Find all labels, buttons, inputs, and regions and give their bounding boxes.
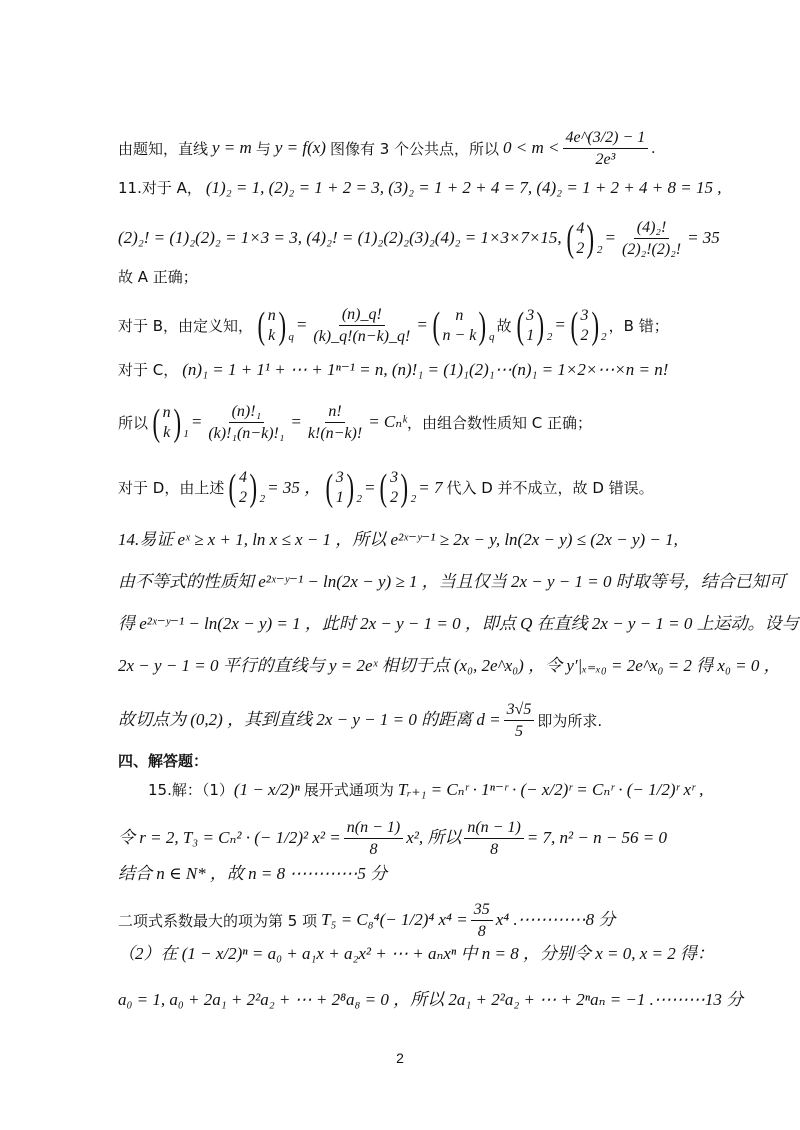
para-15-line6-text: a₀ = 1, a₀ + 2a₁ + 2²a₂ + ⋯ + 2⁸a₈ = 0 ，所以 2a₁ + 2²a₂ + ⋯ + 2ⁿaₙ = −1 .⋯⋯⋯13 分 — [118, 990, 744, 1009]
para-10-text-c: 图像有 3 个公共点，所以 — [329, 139, 500, 158]
para-b-label: 对于 B，由定义知， — [118, 316, 254, 335]
para-15-line4-fraction — [471, 900, 493, 941]
para-15-line1-c: Tᵣ₊₁ = Cₙʳ · 1ⁿ⁻ʳ · (− x/2)ʳ = Cₙʳ · (− 1/2)ʳ xʳ , — [397, 780, 704, 799]
para-b-frac-den: (k)_q!(n−k)_q! — [313, 328, 411, 346]
section-4-title: 四、解答题： — [118, 752, 209, 770]
para-d-binom3: ( 3 2 ) 2 — [379, 467, 417, 509]
para-14-line4 — [118, 656, 781, 676]
para-10-eq2: y = f(x) — [274, 138, 326, 158]
binom-top: n — [455, 306, 464, 324]
para-15-line1-b: 展开式通项为 — [303, 781, 394, 800]
binom-bottom: 2 — [580, 326, 589, 344]
binom-top: 3 — [526, 306, 535, 324]
para-10-fraction — [563, 128, 649, 169]
para-b-end: ，B 错； — [608, 316, 669, 335]
para-15-line4-c: x⁴ .⋯⋯⋯⋯8 分 — [495, 910, 616, 930]
para-c-end: ，由组合数性质知 C 正确； — [406, 413, 592, 432]
binom-top: n — [162, 403, 171, 421]
para-d-line: 对于 D，由上述 ( 4 2 ) 2 = 35 ， ( 3 1 ) 2 = ( 3 2 ) 2 = 7 代入 D 并不成立，故 D 错误。 — [118, 467, 654, 509]
para-11-conclusion — [118, 268, 740, 286]
binom-subscript: 2 — [259, 492, 266, 505]
para-14-line5 — [118, 700, 740, 741]
para-14-line3-text: 得 e²ˣ⁻ʸ⁻¹ − ln(2x − y) = 1 ，此时 2x − y − 1 = 0 ，即点 Q 在直线 2x − y − 1 = 0 上运动。设与 — [118, 614, 799, 633]
para-c-comb: = Cₙᵏ — [368, 412, 407, 432]
para-14-line2-text: 由不等式的性质知 e²ˣ⁻ʸ⁻¹ − ln(2x − y) ≥ 1 ，当且仅当 2x − y − 1 = 0 时取等号，结合已知可 — [118, 572, 786, 591]
para-b-binom2: ( n n − k ) q — [432, 304, 495, 347]
binom-bottom: 2 — [390, 489, 399, 506]
para-15-line5-text: （2）在 (1 − x/2)ⁿ = a₀ + a₁x + a₂x² + ⋯ + aₙxⁿ 中 n = 8 ，分别令 x = 0, x = 2 得： — [118, 944, 714, 963]
para-15-line3-text: 结合 n ∈ N* ，故 n = 8 ⋯⋯⋯⋯5 分 — [118, 864, 388, 883]
para-14-line2 — [118, 572, 786, 592]
para-c-frac2-num: n! — [325, 402, 344, 423]
para-11-conclusion-text: 故 A 正确； — [118, 268, 198, 286]
frac-num: 35 — [471, 900, 493, 921]
section-4-heading — [118, 752, 740, 770]
para-14-frac-num: 3√5 — [504, 700, 535, 721]
binom-top: 3 — [580, 306, 589, 324]
binom-bottom: k — [163, 423, 171, 441]
para-b-so: 故 — [496, 316, 512, 335]
para-15-line6 — [118, 990, 744, 1010]
para-15-line3 — [118, 864, 740, 884]
binom-subscript: q — [288, 330, 294, 343]
para-11-binom: ( 4 2 ) 2 — [566, 217, 603, 260]
para-11-frac-num: (4)₂! — [634, 218, 670, 239]
para-10-eq1: y = m — [212, 138, 252, 158]
binom-subscript: 2 — [601, 330, 607, 343]
para-c-line1 — [118, 360, 740, 380]
para-b-binom3: ( 3 1 ) 2 — [516, 304, 553, 347]
para-15-line2-fraction1 — [344, 818, 403, 859]
para-11-fraction — [619, 218, 684, 259]
para-11-label: 11.对于 A， — [118, 179, 202, 198]
para-15-line2-fraction2 — [464, 818, 523, 859]
para-11-line1 — [118, 178, 740, 198]
binom-top: 3 — [335, 469, 344, 486]
binom-bottom: 2 — [238, 489, 247, 506]
binom-subscript: 2 — [356, 492, 362, 505]
binom-bottom: k — [268, 326, 276, 344]
para-15-line4-b: T₅ = C₈⁴(− 1/2)⁴ x⁴ = — [321, 910, 468, 930]
para-10-eq3: 0 < m < — [503, 138, 560, 158]
para-14-line1-text: 14.易证 eˣ ≥ x + 1, ln x ≤ x − 1 ，所以 e²ˣ⁻ʸ⁻¹ ≥ 2x − y, ln(2x − y) ≤ (2x − y) − 1, — [118, 530, 678, 549]
binom-subscript: 2 — [410, 492, 417, 505]
para-15-line4-a: 二项式系数最大的项为第 5 项 — [118, 911, 318, 930]
binom-bottom: 1 — [526, 326, 535, 344]
para-14-line5-a: 故切点为 (0,2) ，其到直线 2x − y − 1 = 0 的距离 d = — [118, 710, 501, 730]
para-10-end: . — [651, 140, 656, 158]
para-c-math: (n)₁ = 1 + 1¹ + ⋯ + 1ⁿ⁻¹ = n, (n)!₁ = (1)₁(2)₁⋯(n)₁ = 1×2×⋯×n = n! — [182, 360, 669, 379]
frac-num: n(n − 1) — [344, 818, 403, 839]
para-15-line1 — [148, 780, 740, 800]
para-10-text-a: 由题知，直线 — [118, 139, 209, 158]
para-c-frac1-num: (n)!₁ — [229, 402, 265, 423]
para-15-line2-b: x², 所以 — [406, 828, 462, 848]
para-14-line5-b: 即为所求. — [537, 711, 603, 730]
para-15-line2 — [118, 818, 740, 859]
binom-top: 4 — [238, 469, 247, 486]
para-14-line4-text: 2x − y − 1 = 0 平行的直线与 y = 2eˣ 相切于点 (x₀, 2e^x₀) ，令 y′|ₓ₌ₓ₀ = 2e^x₀ = 2 得 x₀ = 0 ， — [118, 656, 781, 675]
para-b-fraction — [310, 305, 413, 346]
para-15-line5 — [118, 944, 740, 964]
para-10-frac-den: 2e³ — [595, 151, 616, 169]
para-b-frac-num: (n)_q! — [339, 305, 385, 326]
para-15-line2-a: 令 r = 2, T₃ = Cₙ² · (− 1/2)² x² = — [118, 828, 341, 848]
frac-den: 8 — [477, 923, 486, 941]
para-14-fraction — [504, 700, 535, 741]
para-14-frac-den: 5 — [514, 723, 523, 741]
frac-num: n(n − 1) — [464, 818, 523, 839]
para-c-binom: ( n k ) 1 — [152, 401, 189, 444]
para-14-line3 — [118, 614, 799, 634]
binom-bottom: n − k — [442, 326, 477, 344]
para-d-binom1: ( 4 2 ) 2 — [228, 467, 266, 509]
para-15-line2-c: = 7, n² − n − 56 = 0 — [526, 828, 668, 848]
para-11-line2-math: (2)₂! = (1)₂(2)₂ = 1×3 = 3, (4)₂! = (1)₂(2)₂(3)₂(4)₂ = 1×3×7×15, — [118, 228, 562, 248]
para-c-frac2-den: k!(n−k)! — [307, 425, 363, 443]
para-c-frac1-den: (k)!₁(n−k)!₁ — [208, 425, 285, 443]
binom-bottom: 2 — [576, 239, 585, 257]
para-14-line1 — [118, 530, 740, 550]
para-c-fraction2 — [305, 402, 365, 443]
binom-subscript: q — [489, 330, 495, 343]
para-b-binom1: ( n k ) q — [257, 304, 294, 347]
para-10-line — [118, 128, 740, 169]
para-b-line: 对于 B，由定义知， ( n k ) q = $\frac{(n)\_q!}{(k)\_q!(n-k)\_q!}$ = ( n n − k ) q 故 ( 3 1 ) 2 = ( 3 2 ) 2 ，B 错； — [118, 304, 669, 347]
para-c-so: 所以 — [118, 413, 149, 432]
para-d-binom2: ( 3 1 ) 2 — [325, 467, 362, 509]
binom-subscript: 1 — [183, 427, 189, 440]
para-10-text-b: 与 — [255, 139, 271, 158]
para-d-eq: = 35 ， — [267, 477, 322, 497]
para-d-end: 代入 D 并不成立，故 D 错误。 — [446, 479, 654, 497]
para-15-line4 — [118, 900, 740, 941]
binom-top: 3 — [390, 469, 399, 486]
binom-top: n — [267, 306, 276, 324]
para-15-line1-a: 15.解：（1） — [148, 781, 234, 800]
para-d-label: 对于 D，由上述 — [118, 479, 225, 497]
binom-top: 4 — [576, 219, 585, 237]
para-11-result: = 35 — [687, 228, 720, 248]
para-11-line1-math: (1)₂ = 1, (2)₂ = 1 + 2 = 3, (3)₂ = 1 + 2 + 4 = 7, (4)₂ = 1 + 2 + 4 + 8 = 15 , — [205, 178, 722, 197]
binom-bottom: 1 — [335, 489, 344, 506]
binom-subscript: 2 — [546, 330, 553, 343]
para-c-label: 对于 C， — [118, 361, 179, 380]
para-11-line2: (2)₂! = (1)₂(2)₂ = 1×3 = 3, (4)₂! = (1)₂(2)₂(3)₂(4)₂ = 1×3×7×15, ( 4 2 ) 2 = $\frac{\text{(4)₂!}}{\text{(2)₂!(2)₂!}}$ = 35 — [118, 217, 720, 260]
frac-den: 8 — [490, 841, 499, 859]
binom-subscript: 2 — [597, 243, 603, 256]
para-c-fraction1 — [205, 402, 287, 443]
para-11-frac-den: (2)₂!(2)₂! — [621, 241, 682, 259]
para-b-binom4: ( 3 2 ) 2 — [570, 304, 607, 347]
para-c-line2: 所以 ( n k ) 1 = $\frac{\text{(n)!₁}}{\text{(k)!₁(n−k)!₁}}$ = $\frac{n!}{k!(n-k)!}$ = Cₙᵏ ，由组合数性质知 C 正确； — [118, 401, 592, 444]
para-15-line1-math: (1 − x/2)ⁿ — [233, 780, 300, 799]
para-d-eq2: = 7 — [418, 477, 443, 497]
page-number: 2 — [396, 1050, 404, 1066]
para-10-frac-num: 4e^(3/2) − 1 — [563, 128, 649, 149]
frac-den: 8 — [369, 841, 378, 859]
